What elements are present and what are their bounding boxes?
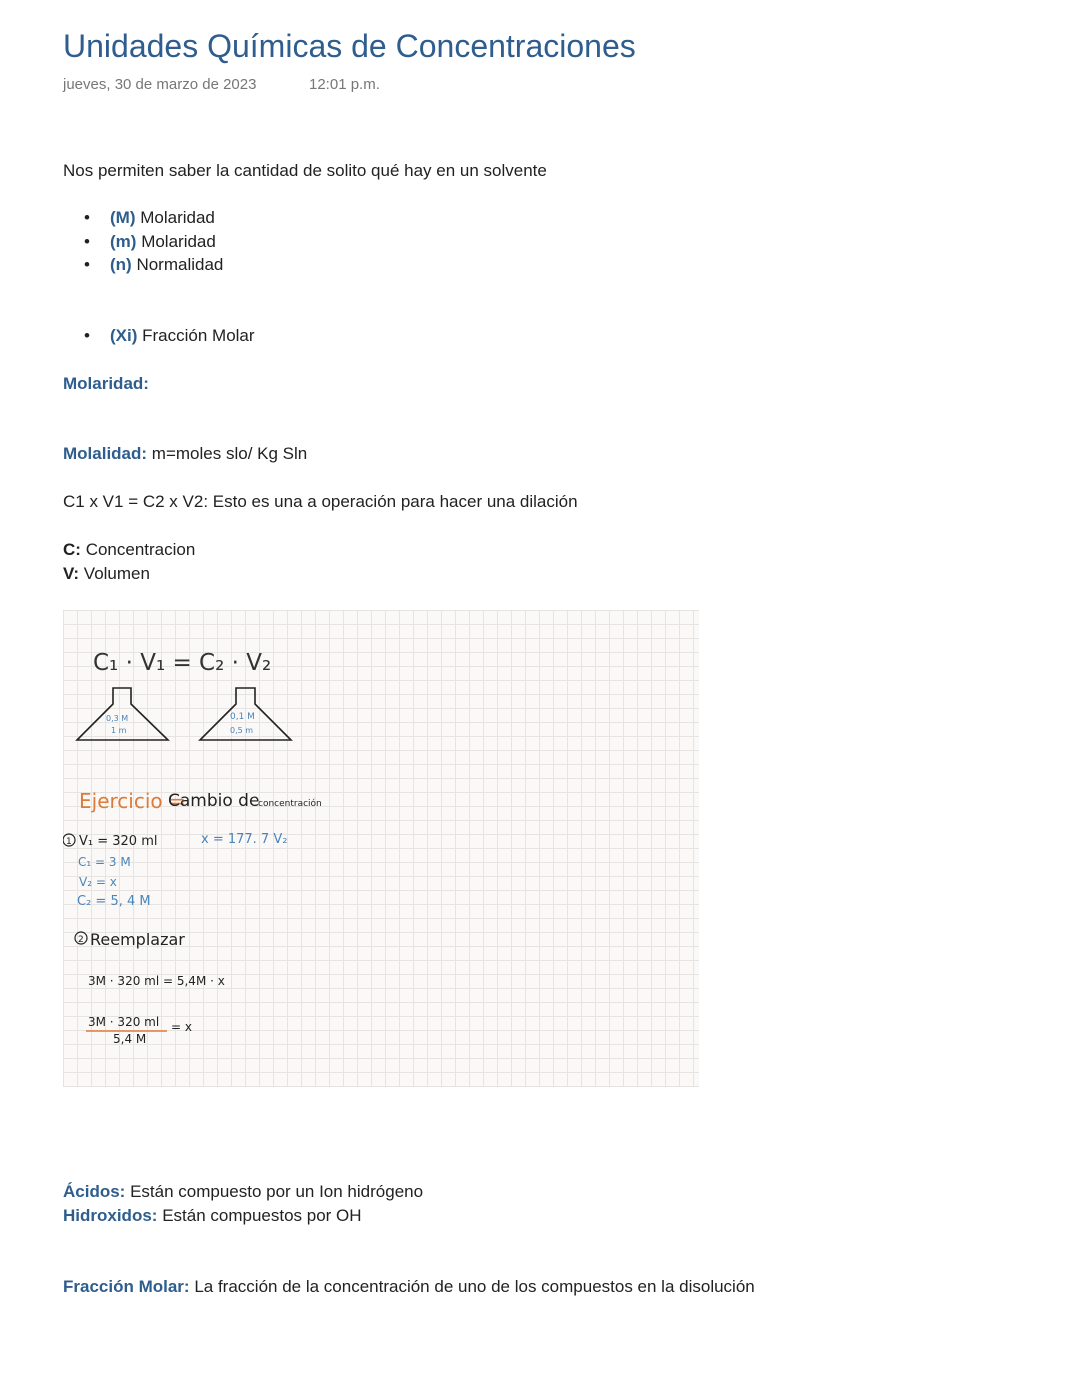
- acidos-line: [63, 1182, 423, 1202]
- ejercicio-title: Cambio de: [168, 791, 260, 811]
- list-item: [84, 232, 216, 252]
- sketch-canvas: [63, 610, 699, 1087]
- ejercicio-subtitle: concentración: [258, 799, 322, 809]
- step1-v1: V₁ = 320 ml: [79, 834, 158, 849]
- flask1-volume: 1 m: [111, 726, 127, 735]
- legend-c: C: Concentracion: [63, 540, 196, 559]
- fraccion-line: [63, 1277, 755, 1297]
- fraccion-label: Fracción Molar:: [63, 1277, 190, 1296]
- intro-text: Nos permiten saber la cantidad de solito qué hay en un solvente: [63, 161, 547, 180]
- hidroxidos-line: [63, 1206, 362, 1226]
- unit-symbol: (m): [110, 232, 137, 251]
- dilution-equation: C₁ · V₁ = C₂ · V₂: [93, 650, 272, 676]
- step1-marker: [63, 834, 75, 847]
- svg-text:2: 2: [78, 935, 84, 945]
- unit-name: Fracción Molar: [142, 326, 255, 345]
- fraction-rhs: = x: [171, 1020, 192, 1034]
- bullet-icon: •: [84, 232, 90, 251]
- fraction-numerator: 3M · 320 ml: [88, 1015, 160, 1029]
- svg-text:1: 1: [66, 837, 72, 847]
- bullet-icon: •: [84, 208, 90, 227]
- unit-name: Molaridad: [140, 208, 215, 227]
- step1-c2: C₂ = 5, 4 M: [77, 894, 151, 909]
- dilution-text: C1 x V1 = C2 x V2: Esto es una a operación para hacer una dilación: [63, 492, 578, 511]
- bullet-icon: •: [84, 326, 90, 345]
- step2-marker: [75, 932, 87, 945]
- flask2-concentration: 0,1 M: [230, 712, 255, 722]
- unit-name: Normalidad: [136, 255, 224, 274]
- unit-symbol: (Xi): [110, 326, 138, 345]
- bullet-icon: •: [84, 255, 90, 274]
- step2-equation: 3M · 320 ml = 5,4M · x: [88, 974, 225, 988]
- unit-symbol: (n): [110, 255, 132, 274]
- acidos-text: Están compuesto por un Ion hidrógeno: [130, 1182, 424, 1201]
- fraction-denominator: 5,4 M: [113, 1032, 147, 1046]
- molalidad-text: m=moles slo/ Kg Sln: [151, 444, 308, 463]
- molaridad-heading: Molaridad:: [63, 374, 149, 393]
- step1-v2: V₂ = x: [79, 875, 117, 889]
- hidroxidos-label: Hidroxidos:: [63, 1206, 158, 1225]
- fraccion-text: La fracción de la concentración de uno de los compuestos en la disolución: [194, 1277, 755, 1296]
- handwritten-sketch: [63, 610, 699, 1087]
- molalidad-label: Molalidad:: [63, 444, 148, 463]
- list-item: [84, 326, 255, 346]
- flask2-volume: 0,5 m: [230, 726, 254, 735]
- list-item: [84, 255, 223, 275]
- page-date: jueves, 30 de marzo de 2023: [63, 76, 257, 93]
- molalidad-line: [63, 444, 307, 464]
- page-title: Unidades Químicas de Concentraciones: [63, 28, 636, 64]
- flask1-concentration: 0,3 M: [106, 714, 129, 723]
- step1-c1: C₁ = 3 M: [78, 855, 131, 869]
- step2-label: Reemplazar: [90, 930, 185, 949]
- unit-symbol: (M): [110, 208, 136, 227]
- hidroxidos-text: Están compuestos por OH: [162, 1206, 362, 1225]
- acidos-label: Ácidos:: [63, 1182, 126, 1201]
- legend-v: V: Volumen: [63, 564, 150, 583]
- ejercicio-label: Ejercicio =: [79, 789, 186, 813]
- step1-result: x = 177. 7 V₂: [201, 832, 288, 847]
- unit-name: Molaridad: [141, 232, 216, 251]
- page-time: 12:01 p.m.: [309, 76, 380, 93]
- list-item: [84, 208, 215, 228]
